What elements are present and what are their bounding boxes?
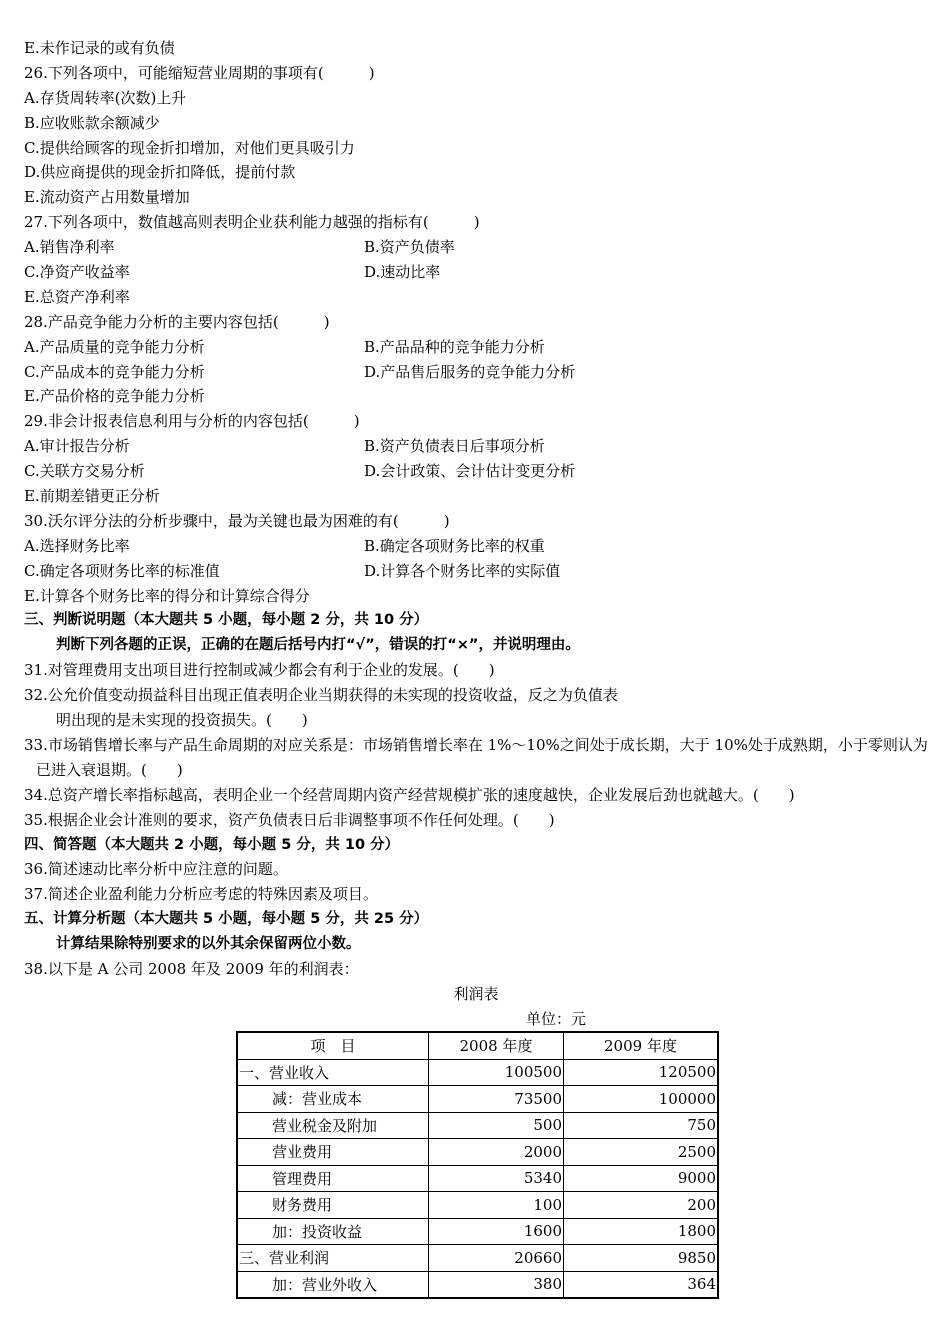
question-26: 26.下列各项中，可能缩短营业周期的事项有( ) (24, 63, 375, 82)
table-header-row (237, 1032, 718, 1059)
q27-option-a: A.销售净利率 (24, 238, 115, 257)
q28-option-c: C.产品成本的竞争能力分析 (24, 362, 205, 381)
question-28: 28.产品竞争能力分析的主要内容包括( ) (24, 312, 330, 331)
q26-option-d: D.供应商提供的现金折扣降低，提前付款 (24, 163, 296, 182)
row-2009-value: 2500 (564, 1139, 719, 1166)
q27-option-b: B.资产负债率 (364, 238, 455, 257)
question-30: 30.沃尔评分法的分析步骤中，最为关键也最为困难的有( ) (24, 511, 450, 530)
q28-option-e: E.产品价格的竞争能力分析 (24, 387, 205, 406)
q30-option-b: B.确定各项财务比率的权重 (364, 536, 545, 555)
question-35: 35.根据企业会计准则的要求，资产负债表日后非调整事项不作任何处理。( ) (24, 810, 555, 829)
section-4-heading: 四、简答题（本大题共 2 小题，每小题 5 分，共 10 分） (24, 836, 400, 853)
row-2009-value: 120500 (564, 1059, 719, 1086)
row-2008-value: 73500 (429, 1086, 564, 1113)
row-item: 营业税金及附加 (237, 1112, 429, 1139)
question-32-line2: 明出现的是未实现的投资损失。( ) (56, 711, 308, 730)
question-34: 34.总资产增长率指标越高，表明企业一个经营周期内资产经营规模扩张的速度越快，企业发展后劲也就越大。( ) (24, 785, 795, 804)
q30-option-a: A.选择财务比率 (24, 536, 130, 555)
q29-options-cd (24, 459, 934, 484)
row-item: 三、营业利润 (237, 1245, 429, 1272)
table-row (237, 1165, 718, 1192)
row-2008-value: 5340 (429, 1165, 564, 1192)
q30-options-ab (24, 534, 934, 559)
row-item: 一、营业收入 (237, 1059, 429, 1086)
row-2009-value: 364 (564, 1271, 719, 1298)
question-31: 31.对管理费用支出项目进行控制或减少都会有利于企业的发展。( ) (24, 661, 495, 680)
question-32-line1: 32.公允价值变动损益科目出现正值表明企业当期获得的未实现的投资收益，反之为负值表 (24, 686, 618, 705)
row-2009-value: 1800 (564, 1218, 719, 1245)
question-36: 36.简述速动比率分析中应注意的问题。 (24, 860, 288, 879)
section-3-heading: 三、判断说明题（本大题共 5 小题，每小题 2 分，共 10 分） (24, 612, 429, 629)
row-item: 减：营业成本 (237, 1086, 429, 1113)
section-5-heading: 五、计算分析题（本大题共 5 小题，每小题 5 分，共 25 分） (24, 911, 429, 928)
header-2009: 2009 年度 (564, 1032, 719, 1059)
row-2009-value: 9000 (564, 1165, 719, 1192)
row-item: 管理费用 (237, 1165, 429, 1192)
q28-options-cd (24, 360, 934, 385)
table-row (237, 1112, 718, 1139)
q29-option-d: D.会计政策、会计估计变更分析 (364, 462, 576, 481)
row-2008-value: 100500 (429, 1059, 564, 1086)
q26-option-e: E.流动资产占用数量增加 (24, 188, 190, 207)
header-2008: 2008 年度 (429, 1032, 564, 1059)
table-row (237, 1192, 718, 1219)
table-unit: 单位：元 (526, 1009, 587, 1028)
q29-options-ab (24, 434, 934, 459)
table-row (237, 1271, 718, 1298)
q26-option-a: A.存货周转率(次数)上升 (24, 88, 187, 107)
question-27: 27.下列各项中，数值越高则表明企业获利能力越强的指标有( ) (24, 213, 480, 232)
q26-option-b: B.应收账款余额减少 (24, 113, 160, 132)
table-row (237, 1218, 718, 1245)
row-2008-value: 500 (429, 1112, 564, 1139)
row-2008-value: 380 (429, 1271, 564, 1298)
q29-option-a: A.审计报告分析 (24, 437, 130, 456)
q28-option-b: B.产品品种的竞争能力分析 (364, 337, 545, 356)
row-2009-value: 750 (564, 1112, 719, 1139)
table-row (237, 1059, 718, 1086)
q27-option-e: E.总资产净利率 (24, 287, 130, 306)
row-item: 加：营业外收入 (237, 1271, 429, 1298)
table-body (237, 1059, 718, 1298)
q29-option-b: B.资产负债表日后事项分析 (364, 437, 545, 456)
q30-options-cd (24, 559, 934, 584)
row-2008-value: 2000 (429, 1139, 564, 1166)
question-38: 38.以下是 A 公司 2008 年及 2009 年的利润表： (24, 959, 359, 978)
table-row (237, 1086, 718, 1113)
question-37: 37.简述企业盈利能力分析应考虑的特殊因素及项目。 (24, 885, 378, 904)
section-3-instruction: 判断下列各题的正误，正确的在题后括号内打“√”，错误的打“×”，并说明理由。 (56, 637, 580, 654)
table-row (237, 1139, 718, 1166)
q27-options-ab (24, 235, 934, 260)
q28-option-a: A.产品质量的竞争能力分析 (24, 337, 205, 356)
q29-option-e: E.前期差错更正分析 (24, 487, 160, 506)
table-title: 利润表 (453, 984, 499, 1003)
q30-option-e: E.计算各个财务比率的得分和计算综合得分 (24, 586, 310, 605)
q28-options-ab (24, 335, 934, 360)
table-row (237, 1245, 718, 1272)
question-29: 29.非会计报表信息利用与分析的内容包括( ) (24, 412, 360, 431)
row-item: 财务费用 (237, 1192, 429, 1219)
q27-option-c: C.净资产收益率 (24, 263, 130, 282)
q30-option-c: C.确定各项财务比率的标准值 (24, 561, 220, 580)
q29-option-c: C.关联方交易分析 (24, 462, 145, 481)
q28-option-d: D.产品售后服务的竞争能力分析 (364, 362, 576, 381)
row-2009-value: 100000 (564, 1086, 719, 1113)
row-item: 加：投资收益 (237, 1218, 429, 1245)
income-statement-table (236, 1031, 719, 1299)
q27-option-d: D.速动比率 (364, 263, 441, 282)
exam-page (24, 36, 934, 1032)
q27-options-cd (24, 260, 934, 285)
q26-option-c: C.提供给顾客的现金折扣增加，对他们更具吸引力 (24, 138, 355, 157)
row-2008-value: 100 (429, 1192, 564, 1219)
q25-option-e: E.未作记录的或有负债 (24, 39, 175, 57)
row-2008-value: 1600 (429, 1218, 564, 1245)
question-33: 33.市场销售增长率与产品生命周期的对应关系是：市场销售增长率在 1%～10%之间处于成长期，大于 10%处于成熟期，小于零则认为已进入衰退期。( ) (24, 735, 928, 779)
row-item: 营业费用 (237, 1139, 429, 1166)
q30-option-d: D.计算各个财务比率的实际值 (364, 561, 561, 580)
row-2009-value: 9850 (564, 1245, 719, 1272)
row-2008-value: 20660 (429, 1245, 564, 1272)
section-5-instruction: 计算结果除特别要求的以外其余保留两位小数。 (56, 936, 361, 953)
header-item: 项 目 (237, 1032, 429, 1059)
row-2009-value: 200 (564, 1192, 719, 1219)
